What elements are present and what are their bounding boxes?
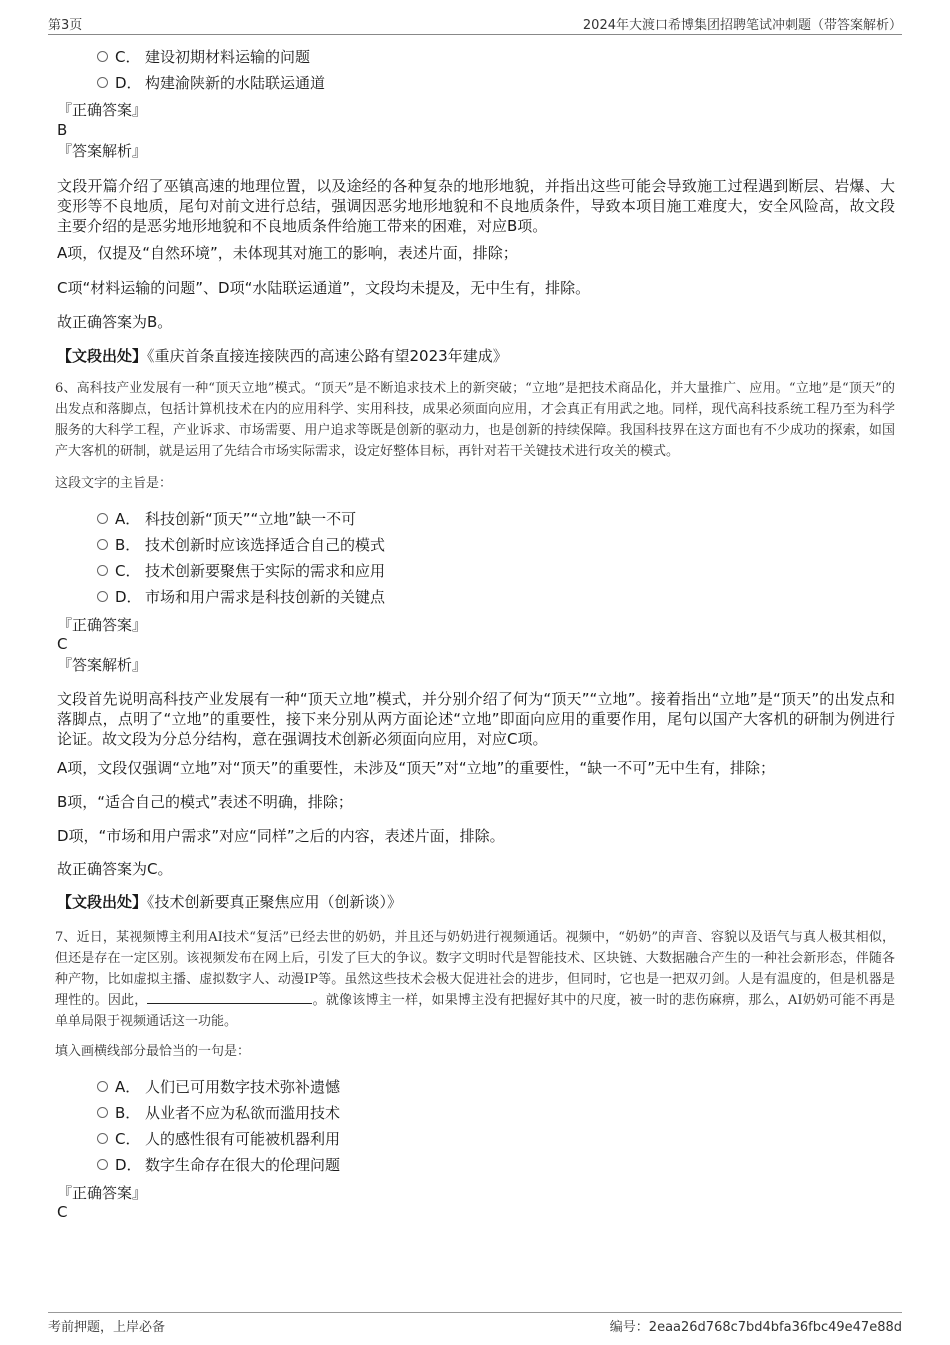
radio-icon[interactable]	[97, 1081, 108, 1092]
q5-analysis-p4: 故正确答案为B。	[57, 313, 173, 331]
q5-analysis-p1: 文段开篇介绍了巫镇高速的地理位置，以及途经的各种复杂的地形地貌，并指出这些可能会导致施工过程遇到断层、岩爆、大变形等不良地质，尾句对前文进行总结，强调因恶劣地形地貌和不良地质条件，导致本项目施工难度大，安全风险高，故文段主要介绍的是恶劣地形地貌和不良地质条件给施工带来的困难，对应B项。	[57, 177, 895, 235]
page-header	[48, 14, 902, 35]
q6-option-a[interactable]: A． 科技创新“顶天”“立地”缺一不可	[97, 509, 356, 529]
q5-analysis-label: 『答案解析』	[57, 142, 148, 160]
q6-analysis-p5: 故正确答案为C。	[57, 860, 173, 878]
radio-icon[interactable]	[97, 565, 108, 576]
q5-analysis-p3: C项“材料运输的问题”、D项“水陆联运通道”，文段均未提及，无中生有，排除。	[57, 279, 591, 297]
q6-stem: 这段文字的主旨是：	[55, 476, 173, 491]
q6-option-c[interactable]: C． 技术创新要聚焦于实际的需求和应用	[97, 561, 385, 581]
q7-stem: 填入画横线部分最恰当的一句是：	[55, 1044, 251, 1059]
q6-option-b[interactable]: B． 技术创新时应该选择适合自己的模式	[97, 535, 385, 555]
q6-analysis-p3: B项，“适合自己的模式”表述不明确，排除；	[57, 793, 353, 811]
document-id: 编号：2eaa26d768c7bd4bfa36fbc49e47e88d	[609, 1320, 902, 1335]
page-footer	[48, 1312, 902, 1335]
radio-icon[interactable]	[97, 1107, 108, 1118]
q7-option-a[interactable]: A． 人们已可用数字技术弥补遗憾	[97, 1077, 340, 1097]
radio-icon[interactable]	[97, 591, 108, 602]
document-title: 2024年大渡口希博集团招聘笔试冲刺题（带答案解析）	[582, 18, 902, 33]
radio-icon[interactable]	[97, 539, 108, 550]
q6-answer-label: 『正确答案』	[57, 616, 148, 634]
q5-source: 【文段出处】《重庆首条直接连接陕西的高速公路有望2023年建成》	[57, 347, 508, 365]
radio-icon[interactable]	[97, 1159, 108, 1170]
q5-option-d[interactable]: D． 构建渝陕新的水陆联运通道	[97, 73, 325, 93]
page-number: 第3页	[48, 18, 83, 33]
q6-analysis-p1: 文段首先说明高科技产业发展有一种“顶天立地”模式，并分别介绍了何为“顶天”“立地”。接着指出“立地”是“顶天”的出发点和落脚点，点明了“立地”的重要性，接下来分别从两方面论述“立地”即面向应用的重要作用，尾句以国产大客机的研制为例进行论证。故文段为分总分结构，意在强调技术创新必须面向应用，对应C项。	[57, 690, 895, 748]
q7-option-b[interactable]: B． 从业者不应为私欲而滥用技术	[97, 1103, 340, 1123]
fill-blank-line[interactable]	[147, 991, 312, 1004]
q6-source: 【文段出处】《技术创新要真正聚焦应用（创新谈）》	[57, 893, 403, 911]
q6-question: 6、高科技产业发展有一种“顶天立地”模式。“顶天”是不断追求技术上的新突破；“立地”是把技术商品化，并大量推广、应用。“立地”是“顶天”的出发点和落脚点，包括计算机技术在内的应用科学、实用科技，成果必须面向应用，才会真正有用武之地。同样，现代高科技系统工程乃至为科学服务的大科学工程，产业诉求、市场需要、用户追求等既是创新的驱动力，也是创新的持续保障。我国科技界在这方面也有不少成功的探索，如国产大客机的研制，就是运用了先结合市场实际需求，设定好整体目标，再针对若干关键技术进行攻关的模式。	[55, 381, 895, 459]
radio-icon[interactable]	[97, 51, 108, 62]
radio-icon[interactable]	[97, 1133, 108, 1144]
q7-answer-label: 『正确答案』	[57, 1184, 148, 1202]
q6-analysis-p4: D项，“市场和用户需求”对应“同样”之后的内容，表述片面，排除。	[57, 827, 505, 845]
footer-slogan: 考前押题，上岸必备	[48, 1320, 166, 1335]
radio-icon[interactable]	[97, 77, 108, 88]
q5-answer: B	[57, 121, 68, 139]
q5-answer-label: 『正确答案』	[57, 101, 148, 119]
radio-icon[interactable]	[97, 513, 108, 524]
q7-question: 7、近日，某视频博主利用AI技术“复活”已经去世的奶奶，并且还与奶奶进行视频通话。视频中，“奶奶”的声音、容貌以及语气与真人极其相似，但还是存在一定区别。该视频发布在网上后，引发了巨大的争议。数字文明时代是智能技术、区块链、大数据融合产生的一种社会新形态，伴随各种产物，比如虚拟主播、虚拟数字人、动漫IP等。虽然这些技术会极大促进社会的进步，但同时，它也是一把双刃剑。人是有温度的，但是机器是理性的。因此， 。就像该博主一样，如果博主没有把握好其中的尺度，被一时的悲伤麻痹，那么，AI奶奶可能不再是单单局限于视频通话这一功能。	[55, 930, 895, 1029]
q6-answer: C	[57, 635, 68, 653]
q7-answer: C	[57, 1203, 68, 1221]
q7-option-c[interactable]: C． 人的感性很有可能被机器利用	[97, 1129, 340, 1149]
q5-option-c[interactable]: C． 建设初期材料运输的问题	[97, 47, 310, 67]
q6-analysis-p2: A项，文段仅强调“立地”对“顶天”的重要性，未涉及“顶天”对“立地”的重要性，“缺一不可”无中生有，排除；	[57, 759, 775, 777]
q5-analysis-p2: A项，仅提及“自然环境”，未体现其对施工的影响，表述片面，排除；	[57, 244, 518, 262]
q6-option-d[interactable]: D． 市场和用户需求是科技创新的关键点	[97, 587, 385, 607]
q6-analysis-label: 『答案解析』	[57, 656, 148, 674]
q7-option-d[interactable]: D． 数字生命存在很大的伦理问题	[97, 1155, 340, 1175]
